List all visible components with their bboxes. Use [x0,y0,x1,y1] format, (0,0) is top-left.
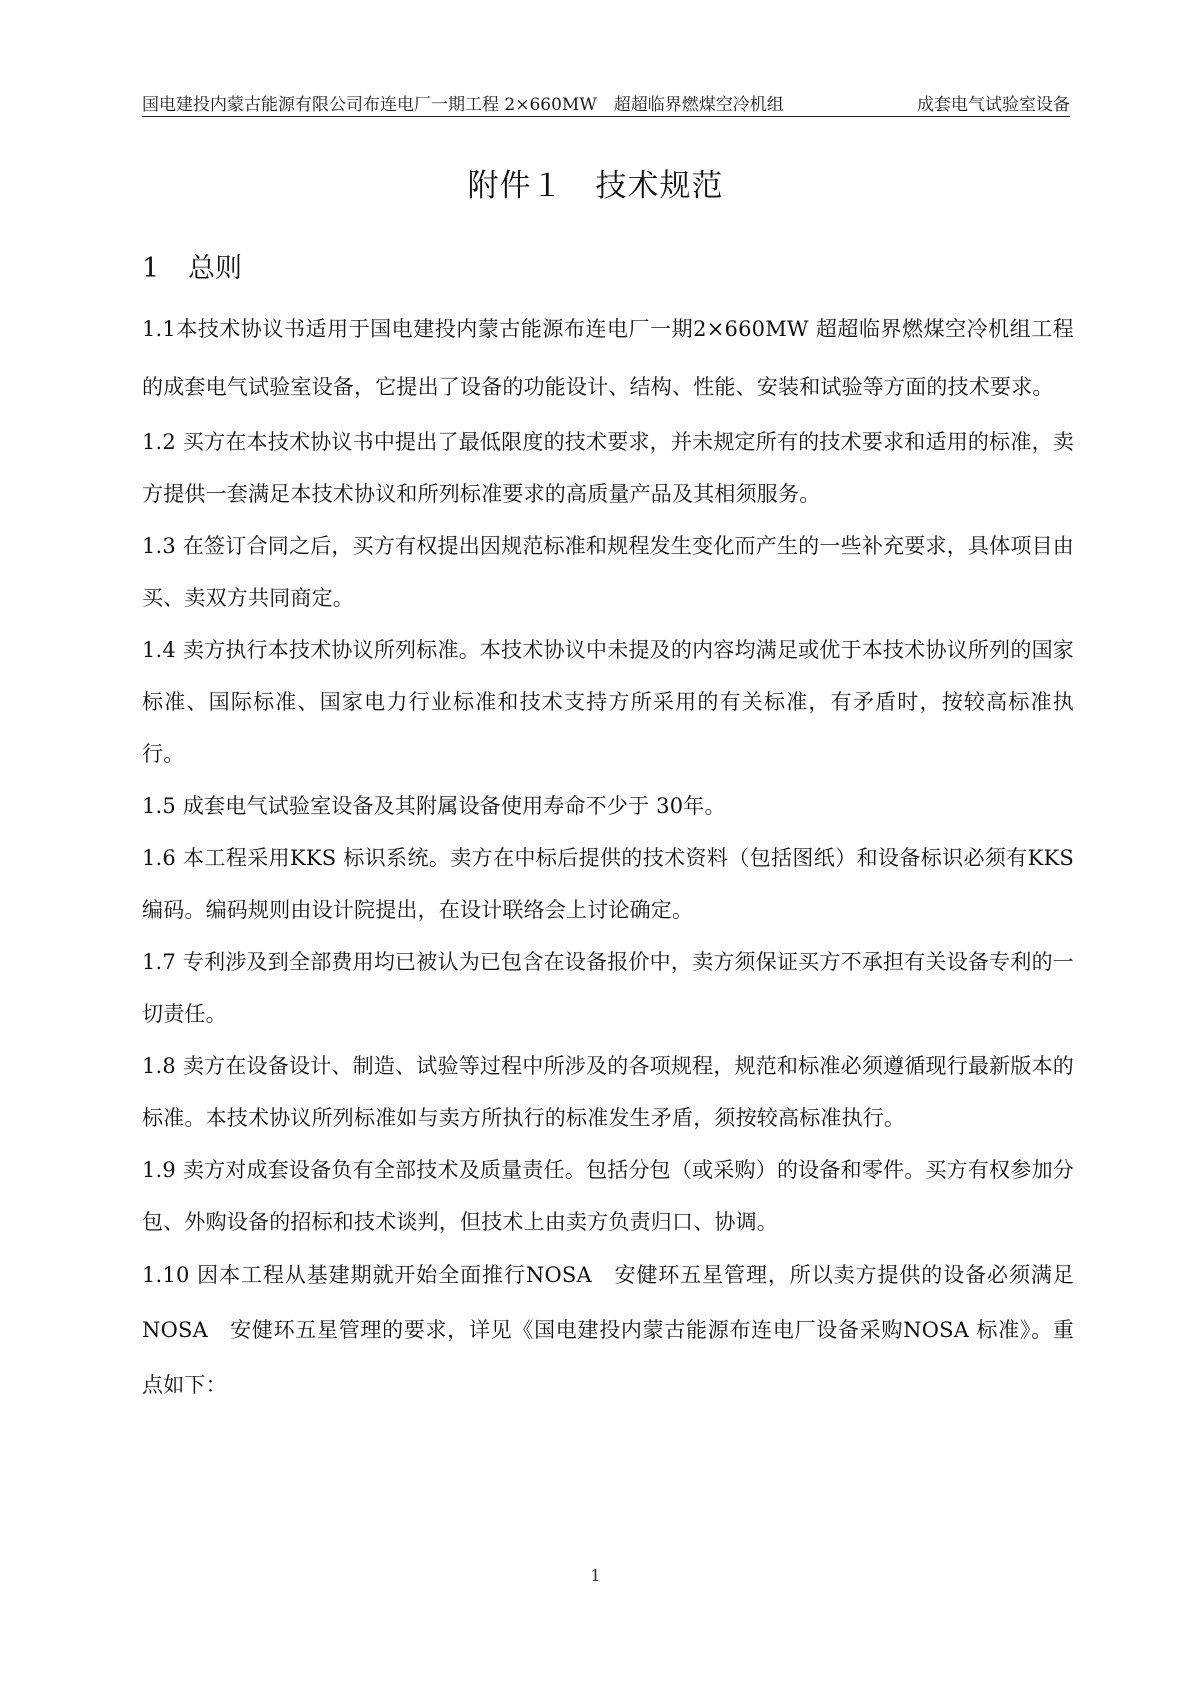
document-title: 附件１ 技术规范 [467,168,724,204]
page-header [142,86,1070,117]
paragraph-1-9: 1.9 卖方对成套设备负有全部技术及质量责任。包括分包（或采购）的设备和零件。买方有权参加分包、外购设备的招标和技术谈判，但技术上由卖方负责归口、协调。 [142,1158,1074,1234]
paragraph-1-7: 1.7 专利涉及到全部费用均已被认为已包含在设备报价中，卖方须保证买方不承担有关设备专利的一切责任。 [142,950,1074,1026]
paragraph-1-3: 1.3 在签订合同之后，买方有权提出因规范标准和规程发生变化而产生的一些补充要求，具体项目由买、卖双方共同商定。 [142,534,1074,610]
paragraph-1-4: 1.4 卖方执行本技术协议所列标准。本技术协议中未提及的内容均满足或优于本技术协议所列的国家标准、国际标准、国家电力行业标准和技术支持方所采用的有关标准，有矛盾时，按较高标准执行。 [142,638,1074,766]
paragraph-1-1: 1.1本技术协议书适用于国电建投内蒙古能源布连电厂一期2×660MW 超超临界燃煤空冷机组工程的成套电气试验室设备，它提出了设备的功能设计、结构、性能、安装和试验等方面的技术要求。 [142,317,1074,399]
paragraph-1-6: 1.6 本工程采用KKS 标识系统。卖方在中标后提供的技术资料（包括图纸）和设备标识必须有KKS 编码。编码规则由设计院提出，在设计联络会上讨论确定。 [142,846,1074,922]
section-number: 1 [142,253,160,284]
header-document-name: 成套电气试验室设备 [917,95,1070,115]
body-text [142,300,1074,1413]
section-heading [142,246,242,285]
paragraph-1-10: 1.10 因本工程从基建期就开始全面推行NOSA 安健环五星管理，所以卖方提供的设备必须满足 NOSA 安健环五星管理的要求，详见《国电建投内蒙古能源布连电厂设备采购NOSA 标准》。重点如下： [142,1263,1074,1397]
paragraph-1-2: 1.2 买方在本技术协议书中提出了最低限度的技术要求，并未规定所有的技术要求和适用的标准，卖方提供一套满足本技术协议和所列标准要求的高质量产品及其相须服务。 [142,430,1074,506]
paragraph-1-8: 1.8 卖方在设备设计、制造、试验等过程中所涉及的各项规程，规范和标准必须遵循现行最新版本的标准。本技术协议所列标准如与卖方所执行的标准发生矛盾，须按较高标准执行。 [142,1054,1074,1130]
page-number: 1 [590,1566,601,1585]
header-project-name: 国电建投内蒙古能源有限公司布连电厂一期工程 2×660MW 超超临界燃煤空冷机组 [142,95,784,115]
section-title: 总则 [188,253,242,284]
paragraph-1-5: 1.5 成套电气试验室设备及其附属设备使用寿命不少于 30年。 [142,794,726,818]
